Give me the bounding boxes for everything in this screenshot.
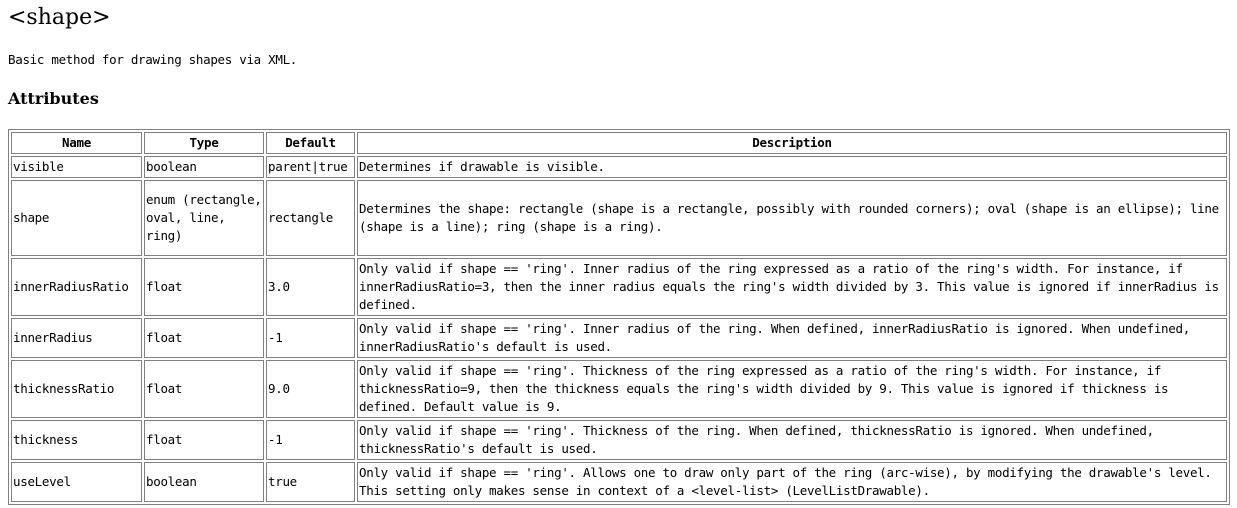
cell-default: 3.0: [266, 258, 355, 316]
table-row: [11, 360, 1227, 418]
table-row: [11, 462, 1227, 502]
table-row: [11, 156, 1227, 178]
cell-name: shape: [11, 180, 142, 256]
header-default: Default: [266, 132, 355, 154]
cell-type: enum (rectangle, oval, line, ring): [144, 180, 264, 256]
header-description: Description: [357, 132, 1227, 154]
cell-name: thickness: [11, 420, 142, 460]
cell-default: rectangle: [266, 180, 355, 256]
cell-type: boolean: [144, 156, 264, 178]
cell-default: true: [266, 462, 355, 502]
intro-text: Basic method for drawing shapes via XML.: [8, 52, 298, 67]
cell-type: boolean: [144, 462, 264, 502]
cell-description: Only valid if shape == 'ring'. Allows one to draw only part of the ring (arc-wise), by modifying the drawable's level. This setting only makes sense in context of a <level-list> (LevelListDrawable).: [357, 462, 1227, 502]
cell-description: Only valid if shape == 'ring'. Inner radius of the ring expressed as a ratio of the ring's width. For instance, if innerRadiusRatio=3, then the inner radius equals the ring's width divided by 3. This value is ignored if innerRadius is defined.: [357, 258, 1227, 316]
cell-description: Determines if drawable is visible.: [357, 156, 1227, 178]
cell-name: thicknessRatio: [11, 360, 142, 418]
cell-name: useLevel: [11, 462, 142, 502]
table-row: [11, 318, 1227, 358]
cell-type: float: [144, 258, 264, 316]
cell-default: 9.0: [266, 360, 355, 418]
table-row: [11, 258, 1227, 316]
cell-type: float: [144, 318, 264, 358]
cell-name: innerRadiusRatio: [11, 258, 142, 316]
cell-default: -1: [266, 318, 355, 358]
cell-type: float: [144, 360, 264, 418]
header-name: Name: [11, 132, 142, 154]
header-type: Type: [144, 132, 264, 154]
cell-description: Determines the shape: rectangle (shape is a rectangle, possibly with rounded corners); oval (shape is an ellipse); line (shape is a line); ring (shape is a ring).: [357, 180, 1227, 256]
table-row: [11, 180, 1227, 256]
cell-default: parent|true: [266, 156, 355, 178]
cell-name: visible: [11, 156, 142, 178]
cell-name: innerRadius: [11, 318, 142, 358]
attributes-table: [8, 129, 1230, 505]
cell-type: float: [144, 420, 264, 460]
table-row: [11, 420, 1227, 460]
page-title: <shape>: [8, 5, 111, 30]
table-header-row: [11, 132, 1227, 154]
cell-description: Only valid if shape == 'ring'. Inner radius of the ring. When defined, innerRadiusRatio is ignored. When undefined, innerRadiusRatio's default is used.: [357, 318, 1227, 358]
section-title: Attributes: [8, 89, 99, 108]
cell-default: -1: [266, 420, 355, 460]
cell-description: Only valid if shape == 'ring'. Thickness of the ring expressed as a ratio of the ring's width. For instance, if thicknessRatio=9, then the thickness equals the ring's width divided by 9. This value is ignored if thickness is defined. Default value is 9.: [357, 360, 1227, 418]
cell-description: Only valid if shape == 'ring'. Thickness of the ring. When defined, thicknessRatio is ignored. When undefined, thicknessRatio's default is used.: [357, 420, 1227, 460]
